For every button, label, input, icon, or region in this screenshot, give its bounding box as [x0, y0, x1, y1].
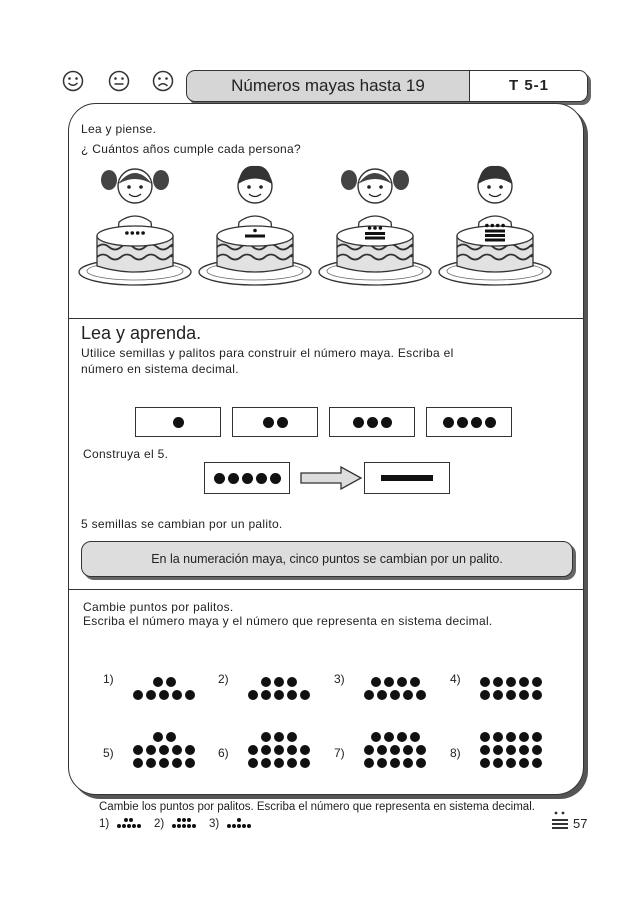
maya-dot	[519, 690, 529, 700]
maya-dot	[377, 745, 387, 755]
exercise-dot-row	[133, 677, 195, 687]
mini-dot	[232, 824, 236, 828]
eye	[259, 185, 263, 189]
maya-dot	[261, 745, 271, 755]
page-number: 57	[573, 816, 588, 831]
maya-dot	[153, 677, 163, 687]
maya-dot	[185, 745, 195, 755]
rule-box	[81, 541, 573, 577]
maya-dot	[506, 690, 516, 700]
maya-dot	[261, 758, 271, 768]
maya-dot	[364, 758, 374, 768]
cake-dot	[379, 226, 383, 230]
practice-instruction-2: Escriba el número maya y el número que representa en sistema decimal.	[83, 614, 493, 628]
worksheet-box	[68, 103, 584, 795]
exercise-dot-row	[133, 690, 195, 700]
cake-bar	[365, 237, 385, 240]
exercise-dot-row	[248, 732, 310, 742]
maya-dot	[485, 417, 496, 428]
mini-dot	[247, 824, 251, 828]
maya-dot	[166, 677, 176, 687]
cake-dot	[496, 224, 500, 228]
maya-dot	[493, 690, 503, 700]
exercise-dot-row	[133, 745, 195, 755]
maya-dot	[377, 690, 387, 700]
footer-item-label: 3)	[209, 818, 220, 830]
exercise-label: 8)	[450, 746, 461, 760]
sad-face-icon	[152, 70, 174, 92]
maya-dot	[256, 473, 267, 484]
maya-dot	[274, 690, 284, 700]
maya-dot	[381, 417, 392, 428]
footer-dot-row	[116, 824, 141, 828]
maya-dot	[506, 758, 516, 768]
mini-dot	[129, 818, 133, 822]
eye	[247, 185, 251, 189]
maya-dot	[146, 745, 156, 755]
cake-bar	[485, 239, 505, 242]
maya-dot	[480, 677, 490, 687]
exercise-dot-row	[248, 745, 310, 755]
maya-dot	[480, 690, 490, 700]
mini-dot	[187, 818, 191, 822]
mini-dot	[237, 818, 241, 822]
eye	[127, 185, 131, 189]
mini-dot	[117, 824, 121, 828]
maya-dot	[173, 417, 184, 428]
mini-dot	[182, 818, 186, 822]
maya-dot	[242, 473, 253, 484]
eye	[487, 185, 491, 189]
pigtail	[341, 170, 357, 190]
pigtail	[393, 170, 409, 190]
maya-dot	[353, 417, 364, 428]
maya-dot	[480, 745, 490, 755]
title-bar	[186, 70, 588, 102]
exercise-label: 6)	[218, 746, 229, 760]
exercise-dot-row	[364, 690, 426, 700]
maya-dot	[159, 690, 169, 700]
person-with-cake	[79, 169, 191, 285]
mini-dot	[127, 824, 131, 828]
learn-heading: Lea y aprenda.	[81, 323, 202, 343]
maya-dot	[493, 732, 503, 742]
exercise-label: 2)	[218, 672, 229, 686]
exercise-dot-row	[480, 677, 542, 687]
maya-dot	[261, 677, 271, 687]
maya-dot	[228, 473, 239, 484]
maya-dot	[146, 758, 156, 768]
maya-dot	[397, 677, 407, 687]
maya-dot	[146, 690, 156, 700]
learn-instruction-1: Utilice semillas y palitos para construir el número maya. Escriba el	[81, 346, 454, 360]
maya-dot	[172, 758, 182, 768]
eye	[367, 185, 371, 189]
maya-dot	[274, 758, 284, 768]
maya-dot	[159, 745, 169, 755]
birthday-illustration	[69, 144, 583, 319]
maya-dot	[493, 745, 503, 755]
mini-dot	[172, 824, 176, 828]
maya-dot	[214, 473, 225, 484]
maya-dot	[410, 732, 420, 742]
section-divider	[69, 589, 583, 590]
maya-dot	[519, 732, 529, 742]
learn-instruction-2: número en sistema decimal.	[81, 362, 239, 376]
mini-dot	[237, 824, 241, 828]
maya-dot	[274, 745, 284, 755]
exercise-label: 3)	[334, 672, 345, 686]
maya-dot	[263, 417, 274, 428]
maya-dot	[384, 732, 394, 742]
cake-dot	[485, 224, 489, 228]
cake-dot	[501, 224, 505, 228]
mini-dot	[187, 824, 191, 828]
maya-dot	[172, 745, 182, 755]
mini-dot	[177, 824, 181, 828]
cake-dot	[253, 229, 257, 233]
pigtail	[153, 170, 169, 190]
cake-bar	[485, 230, 505, 233]
exercise-dot-row	[480, 745, 542, 755]
maya-dot	[300, 745, 310, 755]
maya-dot	[519, 745, 529, 755]
maya-dot	[506, 677, 516, 687]
maya-dot	[248, 690, 258, 700]
question-text: ¿ Cuántos años cumple cada persona?	[81, 142, 301, 156]
exercise-dot-row	[364, 732, 426, 742]
page-title: Números mayas hasta 19	[231, 76, 425, 95]
exercise-dot-row	[480, 690, 542, 700]
maya-dot	[403, 758, 413, 768]
maya-dot	[364, 745, 374, 755]
maya-dot	[403, 690, 413, 700]
build-label: Construya el 5.	[83, 447, 169, 461]
maya-bar	[381, 475, 433, 481]
exercise-dot-row	[480, 732, 542, 742]
arrow-right-icon	[299, 466, 363, 490]
footer-dot-row	[116, 818, 141, 822]
cake-bar	[485, 234, 505, 237]
maya-dot	[367, 417, 378, 428]
exercise-dot-row	[364, 677, 426, 687]
exchange-text: 5 semillas se cambian por un palito.	[81, 517, 283, 531]
exercise-label: 7)	[334, 746, 345, 760]
maya-dot	[480, 758, 490, 768]
maya-dot	[532, 758, 542, 768]
maya-dot	[403, 745, 413, 755]
maya-dot	[133, 690, 143, 700]
maya-dot	[185, 758, 195, 768]
exercise-dot-row	[480, 758, 542, 768]
footer-dot-row	[171, 818, 196, 822]
maya-dot	[390, 758, 400, 768]
person-with-cake	[439, 166, 551, 285]
rule-text: En la numeración maya, cinco puntos se cambian por un palito.	[151, 552, 503, 566]
footer-dot-row	[226, 824, 251, 828]
mini-dot	[124, 818, 128, 822]
maya-dot	[397, 732, 407, 742]
exercise-dot-row	[248, 758, 310, 768]
maya-dot	[416, 745, 426, 755]
bar-frame	[364, 462, 450, 494]
maya-dot	[261, 732, 271, 742]
mini-dot	[132, 824, 136, 828]
maya-dot	[506, 745, 516, 755]
dot-frame-3	[329, 407, 415, 437]
cake-bar	[365, 232, 385, 235]
maya-dot	[519, 758, 529, 768]
maya-dot	[480, 732, 490, 742]
cake-dot	[125, 231, 129, 235]
person-with-cake	[319, 169, 431, 285]
maya-dot	[274, 677, 284, 687]
maya-dot	[377, 758, 387, 768]
maya-dot	[390, 690, 400, 700]
maya-dot	[519, 677, 529, 687]
happy-face-icon	[62, 70, 84, 92]
maya-dot	[287, 758, 297, 768]
maya-dot	[287, 690, 297, 700]
maya-dot	[153, 732, 163, 742]
maya-dot	[532, 677, 542, 687]
maya-dot	[300, 690, 310, 700]
maya-dot	[457, 417, 468, 428]
exercise-dot-row	[133, 758, 195, 768]
five-dots-frame	[204, 462, 290, 494]
mini-dot	[242, 824, 246, 828]
maya-dot	[410, 677, 420, 687]
eye	[379, 185, 383, 189]
exercise-dot-row	[248, 690, 310, 700]
person-with-cake	[199, 166, 311, 285]
read-think-heading: Lea y piense.	[81, 122, 157, 136]
maya-dot	[371, 677, 381, 687]
cake-dot	[141, 231, 145, 235]
maya-number-icon	[551, 810, 569, 832]
maya-dot	[248, 745, 258, 755]
exercise-label: 4)	[450, 672, 461, 686]
maya-dot	[248, 758, 258, 768]
maya-dot	[384, 677, 394, 687]
maya-dot	[493, 758, 503, 768]
cake-top	[97, 226, 173, 246]
exercise-dot-row	[248, 677, 310, 687]
footer-dot-row	[226, 818, 251, 822]
exercise-label: 5)	[103, 746, 114, 760]
maya-dot	[133, 758, 143, 768]
exercise-label: 1)	[103, 672, 114, 686]
maya-dot	[287, 745, 297, 755]
maya-dot	[371, 732, 381, 742]
maya-dot	[287, 677, 297, 687]
maya-dot	[277, 417, 288, 428]
practice-instruction-1: Cambie puntos por palitos.	[83, 600, 234, 614]
exercise-dot-row	[364, 758, 426, 768]
footer-dot-row	[171, 824, 196, 828]
maya-dot	[471, 417, 482, 428]
dot-frame-2	[232, 407, 318, 437]
eye	[139, 185, 143, 189]
cake-dot	[136, 231, 140, 235]
lesson-code: T 5-1	[469, 71, 588, 101]
neutral-face-icon	[108, 70, 130, 92]
mini-dot	[182, 824, 186, 828]
exercise-dot-row	[364, 745, 426, 755]
maya-dot	[532, 690, 542, 700]
maya-dot	[416, 690, 426, 700]
eye	[499, 185, 503, 189]
cake-dot	[368, 226, 372, 230]
dot-frame-1	[135, 407, 221, 437]
cake-dot	[131, 231, 135, 235]
mini-dot	[227, 824, 231, 828]
maya-dot	[493, 677, 503, 687]
footer-exercise-text: Cambie los puntos por palitos. Escriba el número que representa en sistema decimal.	[99, 801, 535, 813]
maya-dot	[159, 758, 169, 768]
cake-dot	[491, 224, 495, 228]
cake-bar	[245, 235, 265, 238]
maya-dot	[172, 690, 182, 700]
mini-dot	[137, 824, 141, 828]
mini-dot	[122, 824, 126, 828]
maya-dot	[532, 732, 542, 742]
cake-dot	[373, 226, 377, 230]
maya-dot	[506, 732, 516, 742]
maya-dot	[287, 732, 297, 742]
maya-dot	[270, 473, 281, 484]
mini-dot	[177, 818, 181, 822]
maya-dot	[166, 732, 176, 742]
mini-dot	[192, 824, 196, 828]
dot-frame-4	[426, 407, 512, 437]
maya-dot	[416, 758, 426, 768]
maya-dot	[185, 690, 195, 700]
maya-dot	[390, 745, 400, 755]
maya-dot	[133, 745, 143, 755]
footer-item-label: 1)	[99, 818, 110, 830]
maya-dot	[532, 745, 542, 755]
footer-item-label: 2)	[154, 818, 165, 830]
pigtail	[101, 170, 117, 190]
exercise-dot-row	[133, 732, 195, 742]
maya-dot	[364, 690, 374, 700]
maya-dot	[274, 732, 284, 742]
section-divider	[69, 318, 583, 319]
maya-dot	[300, 758, 310, 768]
maya-dot	[261, 690, 271, 700]
maya-dot	[443, 417, 454, 428]
